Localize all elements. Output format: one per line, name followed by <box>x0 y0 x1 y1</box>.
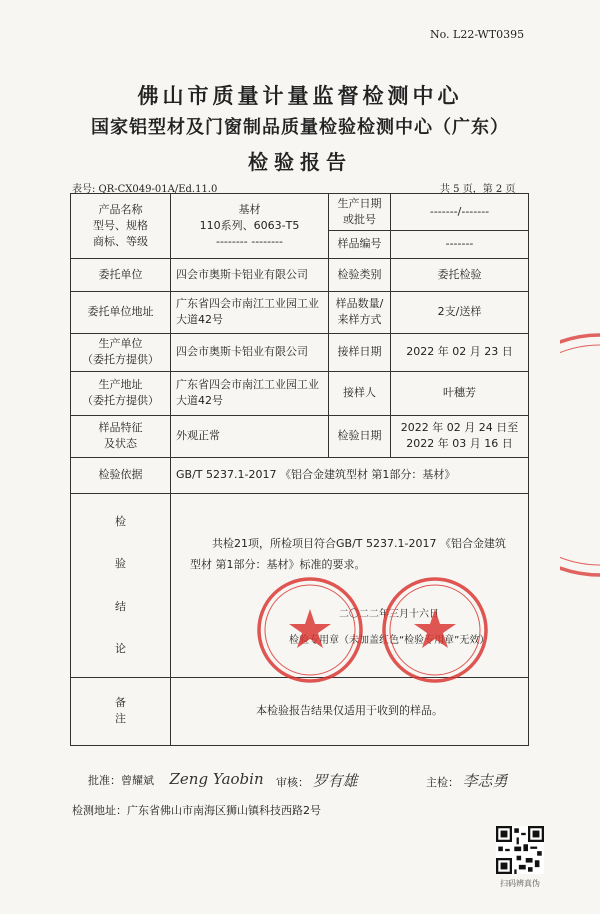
client-address-label: 委托单位地址 <box>71 291 171 333</box>
client-label: 委托单位 <box>71 258 171 291</box>
approver-signature-icon: Zeng Yaobin <box>169 770 264 788</box>
approver-name: 曾耀斌 <box>121 774 154 787</box>
receiver-label: 接样人 <box>329 371 391 415</box>
page-count: 共 5 页，第 2 页 <box>440 184 516 195</box>
organization-title: 佛山市质量计量监督检测中心 <box>137 83 463 108</box>
producer-label: 生产单位 （委托方提供） <box>71 333 171 371</box>
product-label: 产品名称 型号、规格 商标、等级 <box>71 194 171 259</box>
production-date-value: -------/------- <box>391 194 529 231</box>
test-type-value: 委托检验 <box>391 258 529 291</box>
receive-date-label: 接样日期 <box>329 333 391 371</box>
form-number: 表号: QR-CX049-01A/Ed.11.0 <box>72 184 218 195</box>
receiver-value: 叶穗芳 <box>391 371 529 415</box>
basis-value: GB/T 5237.1-2017 《铝合金建筑型材 第1部分：基材》 <box>171 457 529 493</box>
inspection-seal-icon <box>380 575 490 685</box>
inspector <box>426 770 508 791</box>
test-date-value: 2022 年 02 月 24 日至 2022 年 03 月 16 日 <box>391 415 529 457</box>
conclusion-label: 检 验 结 论 <box>71 493 171 677</box>
remarks-label: 备 注 <box>71 677 171 745</box>
issue-date: 二〇二二年三月十六日 <box>339 608 439 620</box>
receive-date-value: 2022 年 02 月 23 日 <box>391 333 529 371</box>
product-value: 基材 110系列、6063-T5 -------- -------- <box>171 194 329 259</box>
qr-caption: 扫码辨真伪 <box>500 879 540 888</box>
remarks-text: 本检验报告结果仅适用于收到的样品。 <box>171 677 529 745</box>
approver-label: 批准： <box>88 774 121 787</box>
client-address-value: 广东省四会市南江工业园工业大道42号 <box>171 291 329 333</box>
test-date-label: 检验日期 <box>329 415 391 457</box>
conclusion-text: 共检21项，所检项目符合GB/T 5237.1-2017 《铝合金建筑型材 第1部分：基材》标准的要求。 <box>190 536 506 571</box>
test-type-label: 检验类别 <box>329 258 391 291</box>
page-seam-seal-icon <box>560 330 600 580</box>
organization-subtitle: 国家铝型材及门窗制品质量检验检测中心（广东） <box>91 117 509 138</box>
document-title: 检验报告 <box>248 150 352 174</box>
official-seal-icon <box>255 575 365 685</box>
reviewer <box>276 770 358 791</box>
sample-number-label: 样品编号 <box>329 230 391 258</box>
producer-address-value: 广东省四会市南江工业园工业大道42号 <box>171 371 329 415</box>
producer-address-label: 生产地址 （委托方提供） <box>71 371 171 415</box>
basis-label: 检验依据 <box>71 457 171 493</box>
sample-number-value: ------- <box>391 230 529 258</box>
inspector-label: 主检： <box>426 776 459 789</box>
reviewer-label: 审核： <box>276 776 309 789</box>
features-label: 样品特征 及状态 <box>71 415 171 457</box>
report-number: No. L22-WT0395 <box>430 28 525 41</box>
reviewer-name: 罗有雄 <box>312 772 358 790</box>
sample-quantity-value: 2支/送样 <box>391 291 529 333</box>
producer-value: 四会市奥斯卡铝业有限公司 <box>171 333 329 371</box>
qr-code-icon[interactable] <box>496 826 544 874</box>
inspector-name: 李志勇 <box>462 772 508 790</box>
client-value: 四会市奥斯卡铝业有限公司 <box>171 258 329 291</box>
features-value: 外观正常 <box>171 415 329 457</box>
production-date-label: 生产日期 或批号 <box>329 194 391 231</box>
test-address: 检测地址：广东省佛山市南海区狮山镇科技西路2号 <box>72 804 321 817</box>
stamp-note: 检验专用章（未加盖红色“检验专用章”无效） <box>289 634 490 646</box>
approver <box>88 770 264 788</box>
sample-quantity-label: 样品数量/ 来样方式 <box>329 291 391 333</box>
